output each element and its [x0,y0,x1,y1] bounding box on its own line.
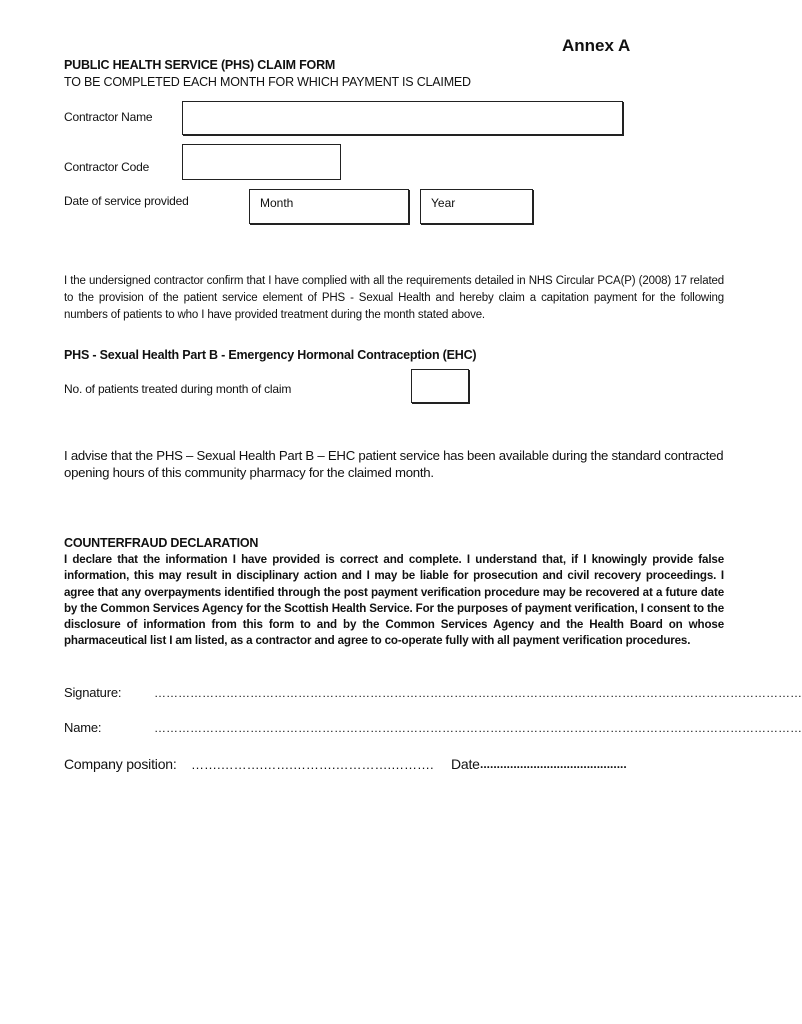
service-availability-paragraph: I advise that the PHS – Sexual Health Part B – EHC patient service has been available during the standard contracted opening hours of this community pharmacy for the claimed month. [64,448,724,480]
company-position-line[interactable]: …….……….…….……….………….………. [191,757,434,772]
year-label: Year [431,196,456,210]
confirmation-paragraph: I the undersigned contractor confirm that I have complied with all the requirements detailed in NHS Circular PCA(P) (2008) 17 related to the provision of the patient service element of PHS - Sexual Health and hereby claim a capitation payment for the following numbers of patients to who I have provided treatment during the month stated above. [64,275,724,321]
month-field[interactable] [249,189,409,224]
ehc-section-heading: PHS - Sexual Health Part B - Emergency Hormonal Contraception (EHC) [64,348,477,362]
patients-treated-value [412,366,422,386]
counterfraud-declaration-text: I declare that the information I have provided is correct and complete. I understand that, if I knowingly provide false information, this may result in disciplinary action and I may be liable for prosecution and civil recovery proceedings. I agree that any overpayments identified through the post payment verification procedure may be recovered at a future date by the Common Services Agency for the Scottish Health Service. For the purposes of payment verification, I consent to the disclosure of information from this form to and by the Common Services Agency and the Health Board on whose pharmaceutical list I am listed, as a contractor and agree to co-operate fully with all payment verification procedures. [64,553,724,648]
name-label: Name: [64,720,102,735]
contractor-name-value [183,98,193,118]
company-position-label: Company position: [64,756,177,772]
month-label: Month [260,196,294,210]
year-field[interactable] [420,189,533,224]
patients-treated-label: No. of patients treated during month of claim [64,382,292,396]
contractor-name-label: Contractor Name [64,110,153,124]
name-line[interactable]: ……………………………………………………………………………………………………………………………………………… [154,721,802,735]
date-line[interactable]: ............................................ [480,757,627,771]
form-title: PUBLIC HEALTH SERVICE (PHS) CLAIM FORM [64,58,336,72]
contractor-code-value [183,141,193,161]
date-of-service-label: Date of service provided [64,194,189,208]
form-subtitle: TO BE COMPLETED EACH MONTH FOR WHICH PAYMENT IS CLAIMED [64,75,471,89]
annex-label: Annex A [562,36,631,55]
date-label: Date [451,756,480,772]
patients-treated-field[interactable] [411,369,469,403]
signature-label: Signature: [64,685,122,700]
contractor-code-label: Contractor Code [64,160,150,174]
contractor-code-field[interactable] [182,144,341,180]
signature-line[interactable]: ……………………………………………………………………………………………………………………………………………… [154,686,802,700]
contractor-name-field[interactable] [182,101,623,135]
counterfraud-heading: COUNTERFRAUD DECLARATION [64,536,259,550]
